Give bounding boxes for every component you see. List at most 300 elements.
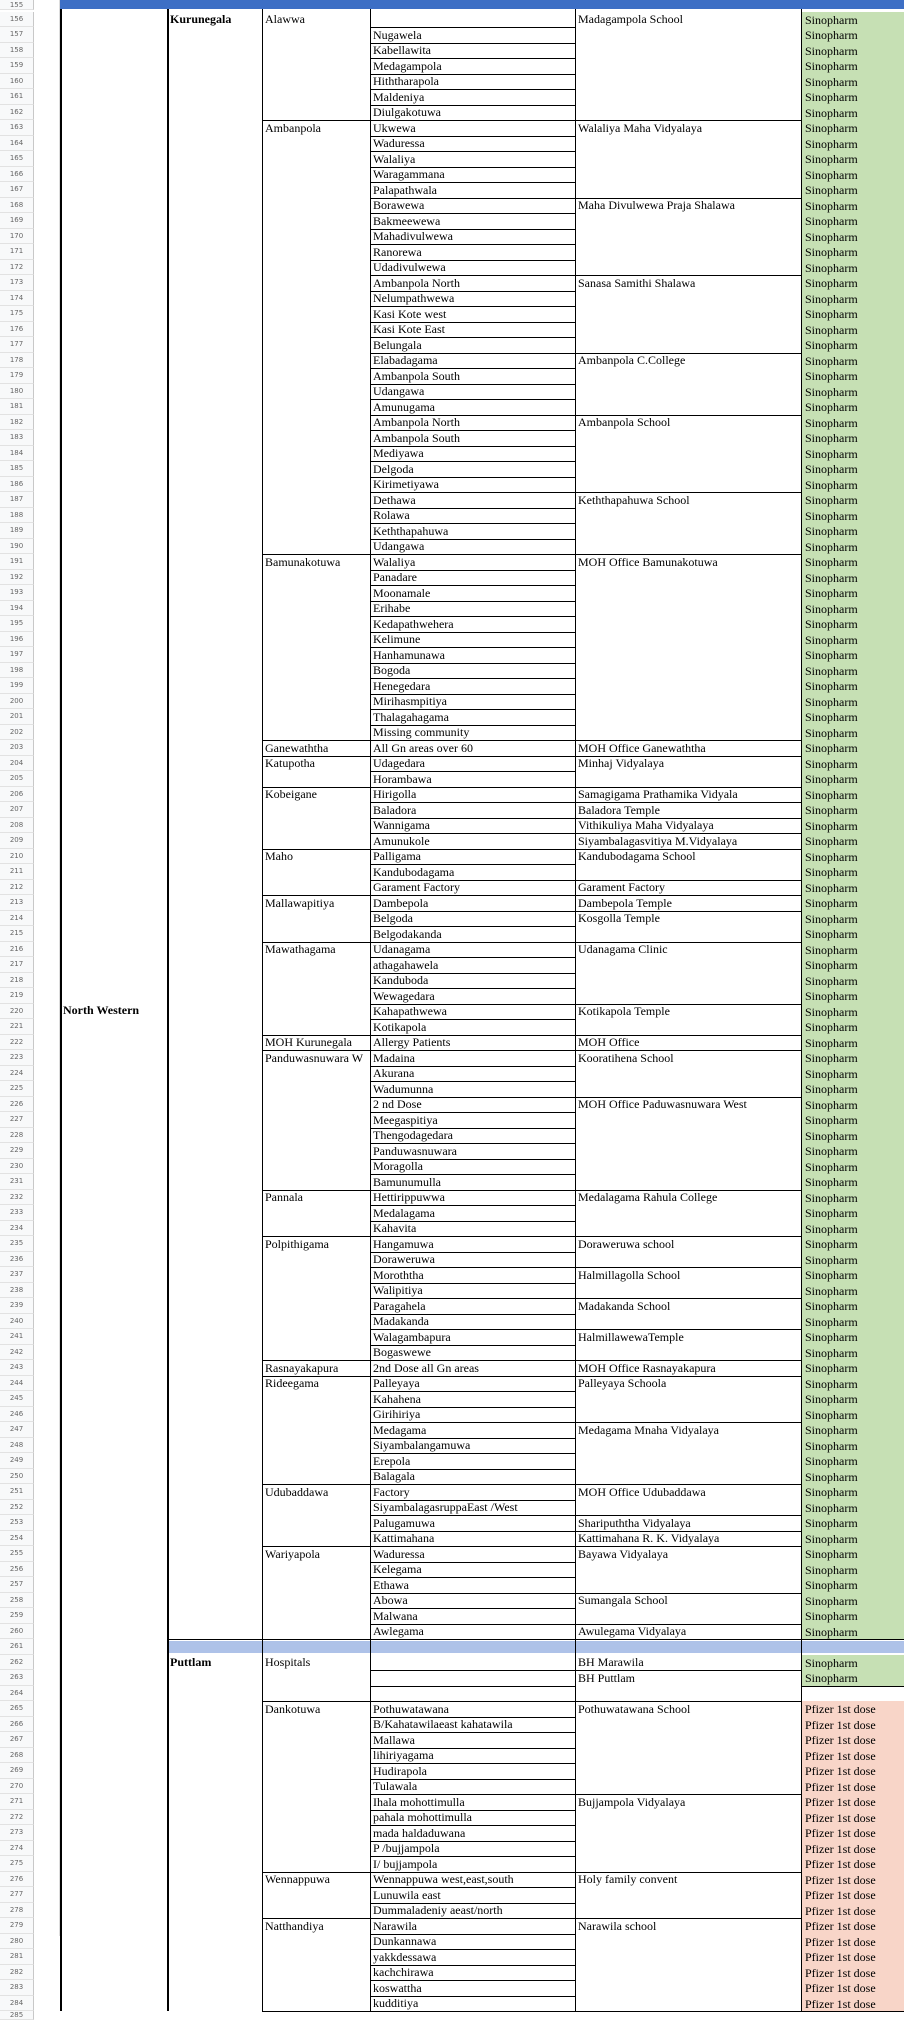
gn-division-cell[interactable]: Henegedara	[373, 678, 431, 693]
vaccine-cell[interactable]: Sinopharm	[802, 1190, 904, 1206]
gn-division-cell[interactable]: Palligama	[373, 849, 421, 863]
vaccine-cell[interactable]: Pfizer 1st dose	[802, 1732, 904, 1748]
gn-division-cell[interactable]: Kedapathwehera	[373, 616, 454, 631]
vaccine-cell[interactable]: Sinopharm	[802, 244, 904, 260]
vaccine-cell[interactable]: Sinopharm	[802, 43, 904, 59]
vaccine-cell[interactable]: Sinopharm	[802, 1205, 904, 1221]
gn-division-cell[interactable]: Medalagama	[373, 1205, 435, 1220]
vaccine-cell[interactable]: Sinopharm	[802, 926, 904, 942]
gn-division-cell[interactable]: Kelegama	[373, 1562, 422, 1576]
moh-area-cell[interactable]: Ganewaththa	[265, 740, 329, 755]
vaccination-site-cell[interactable]: Samagigama Prathamika Vidyala	[578, 787, 738, 801]
gn-division-cell[interactable]: Erihabe	[373, 601, 411, 615]
vaccine-cell[interactable]: Sinopharm	[802, 260, 904, 276]
gn-division-cell[interactable]: Palleyaya	[373, 1376, 420, 1390]
gn-division-cell[interactable]: Malwana	[373, 1608, 418, 1623]
moh-area-cell[interactable]: Mawathagama	[265, 942, 336, 956]
gn-division-cell[interactable]: All Gn areas over 60	[373, 740, 473, 755]
vaccine-cell[interactable]: Sinopharm	[802, 1376, 904, 1392]
vaccine-cell[interactable]: Pfizer 1st dose	[802, 1701, 904, 1717]
vaccine-cell[interactable]: Sinopharm	[802, 229, 904, 245]
vaccine-cell[interactable]: Sinopharm	[802, 1670, 904, 1686]
vaccine-cell[interactable]: Sinopharm	[802, 12, 904, 28]
vaccine-cell[interactable]: Sinopharm	[802, 570, 904, 586]
gn-division-cell[interactable]: Tulawala	[373, 1779, 418, 1793]
vaccine-cell[interactable]: Sinopharm	[802, 694, 904, 710]
vaccine-cell[interactable]: Sinopharm	[802, 1267, 904, 1283]
gn-division-cell[interactable]: Ambanpola North	[373, 275, 460, 290]
gn-division-cell[interactable]: athagahawela	[373, 957, 439, 972]
gn-division-cell[interactable]: Maldeniya	[373, 89, 425, 104]
vaccine-cell[interactable]: Sinopharm	[802, 1624, 904, 1640]
gn-division-cell[interactable]: Factory	[373, 1484, 410, 1499]
moh-area-cell[interactable]: Wariyapola	[265, 1546, 321, 1561]
vaccination-site-cell[interactable]: Kattimahana R. K. Vidyalaya	[578, 1531, 720, 1545]
vaccine-cell[interactable]: Sinopharm	[802, 105, 904, 121]
vaccine-cell[interactable]: Sinopharm	[802, 1469, 904, 1485]
gn-division-cell[interactable]: Madakanda	[373, 1314, 429, 1328]
gn-division-cell[interactable]: Akurana	[373, 1066, 415, 1080]
gn-division-cell[interactable]: Udagedara	[373, 756, 425, 770]
gn-division-cell[interactable]: Paragahela	[373, 1298, 426, 1313]
vaccine-cell[interactable]: Sinopharm	[802, 275, 904, 291]
vaccine-cell[interactable]: Sinopharm	[802, 399, 904, 415]
gn-division-cell[interactable]: Baladora	[373, 802, 417, 817]
moh-area-cell[interactable]: MOH Kurunegala	[265, 1035, 352, 1049]
gn-division-cell[interactable]: Waragammana	[373, 167, 445, 181]
gn-division-cell[interactable]: Ihala mohottimulla	[373, 1794, 465, 1809]
vaccine-cell[interactable]: Pfizer 1st dose	[802, 1794, 904, 1810]
gn-division-cell[interactable]: Abowa	[373, 1593, 408, 1607]
vaccine-cell[interactable]: Sinopharm	[802, 539, 904, 555]
vaccine-cell[interactable]: Sinopharm	[802, 1112, 904, 1128]
gn-division-cell[interactable]: Kahapathwewa	[373, 1004, 447, 1018]
vaccine-cell[interactable]: Pfizer 1st dose	[802, 1779, 904, 1795]
vaccination-site-cell[interactable]: BH Marawila	[578, 1655, 644, 1669]
vaccination-site-cell[interactable]: Bayawa Vidyalaya	[578, 1546, 669, 1561]
gn-division-cell[interactable]: Missing community	[373, 725, 470, 739]
vaccine-cell[interactable]: Pfizer 1st dose	[802, 1841, 904, 1857]
vaccine-cell[interactable]: Sinopharm	[802, 725, 904, 741]
district-cell[interactable]: Kurunegala	[170, 12, 232, 26]
vaccination-site-cell[interactable]: MOH Office Paduwasnuwara West	[578, 1097, 747, 1111]
vaccine-cell[interactable]: Pfizer 1st dose	[802, 1856, 904, 1872]
vaccine-cell[interactable]: Sinopharm	[802, 709, 904, 725]
vaccination-site-cell[interactable]: Halmillagolla School	[578, 1267, 681, 1282]
vaccine-cell[interactable]: Sinopharm	[802, 353, 904, 369]
vaccine-cell[interactable]: Sinopharm	[802, 849, 904, 865]
province-cell[interactable]: North Western	[63, 1003, 140, 1018]
vaccine-cell[interactable]: Sinopharm	[802, 880, 904, 896]
vaccination-site-cell[interactable]: Garament Factory	[578, 880, 665, 894]
vaccine-cell[interactable]: Sinopharm	[802, 957, 904, 973]
vaccine-cell[interactable]: Sinopharm	[802, 833, 904, 849]
vaccination-site-cell[interactable]: Palleyaya Schoola	[578, 1376, 667, 1390]
vaccine-cell[interactable]: Sinopharm	[802, 1391, 904, 1407]
vaccine-cell[interactable]: Sinopharm	[802, 322, 904, 338]
vaccine-cell[interactable]: Sinopharm	[802, 1593, 904, 1609]
gn-division-cell[interactable]: 2 nd Dose	[373, 1097, 422, 1111]
vaccine-cell[interactable]: Sinopharm	[802, 182, 904, 198]
vaccine-cell[interactable]: Pfizer 1st dose	[802, 1717, 904, 1733]
vaccination-site-cell[interactable]: MOH Office Udubaddawa	[578, 1484, 706, 1499]
vaccination-site-cell[interactable]: Ambanpola C.College	[578, 353, 686, 367]
moh-area-cell[interactable]: Panduwasnuwara W	[265, 1050, 364, 1065]
moh-area-cell[interactable]: Katupotha	[265, 756, 315, 770]
vaccination-site-cell[interactable]: Sumangala School	[578, 1593, 668, 1607]
vaccine-cell[interactable]: Sinopharm	[802, 1252, 904, 1268]
vaccine-cell[interactable]: Sinopharm	[802, 973, 904, 989]
vaccination-site-cell[interactable]: Narawila school	[578, 1918, 657, 1933]
vaccination-site-cell[interactable]: Ambanpola School	[578, 415, 671, 429]
vaccine-cell[interactable]: Sinopharm	[802, 1546, 904, 1562]
gn-division-cell[interactable]: Wannigama	[373, 818, 431, 832]
gn-division-cell[interactable]: Bogoda	[373, 663, 411, 677]
vaccine-cell[interactable]: Sinopharm	[802, 1035, 904, 1051]
vaccine-cell[interactable]: Sinopharm	[802, 1422, 904, 1438]
vaccination-site-cell[interactable]: MOH Office	[578, 1035, 640, 1049]
vaccine-cell[interactable]: Sinopharm	[802, 430, 904, 446]
gn-division-cell[interactable]: Walaliya	[373, 554, 416, 569]
gn-division-cell[interactable]: Ambanpola South	[373, 430, 460, 445]
vaccine-cell[interactable]: Sinopharm	[802, 477, 904, 493]
moh-area-cell[interactable]: Pannala	[265, 1190, 303, 1204]
gn-division-cell[interactable]: Kasi Kote East	[373, 322, 445, 336]
moh-area-cell[interactable]: Rasnayakapura	[265, 1360, 339, 1375]
gn-division-cell[interactable]: Hanhamunawa	[373, 647, 445, 662]
district-cell[interactable]: Puttlam	[170, 1655, 212, 1669]
vaccine-cell[interactable]: Pfizer 1st dose	[802, 1949, 904, 1965]
vaccine-cell[interactable]: Sinopharm	[802, 678, 904, 694]
gn-division-cell[interactable]: Amunukole	[373, 833, 430, 848]
vaccine-cell[interactable]: Sinopharm	[802, 1097, 904, 1113]
vaccine-cell[interactable]: Sinopharm	[802, 1562, 904, 1578]
gn-division-cell[interactable]: pahala mohottimulla	[373, 1810, 472, 1824]
vaccine-cell[interactable]: Sinopharm	[802, 1484, 904, 1500]
gn-division-cell[interactable]: Allergy Patients	[373, 1035, 451, 1049]
gn-division-cell[interactable]: Mirihasmpitiya	[373, 694, 447, 708]
vaccine-cell[interactable]: Sinopharm	[802, 120, 904, 136]
moh-area-cell[interactable]: Maho	[265, 849, 293, 863]
gn-division-cell[interactable]: Udangawa	[373, 384, 425, 398]
moh-area-cell[interactable]: Alawwa	[265, 12, 305, 26]
gn-division-cell[interactable]: Keththapahuwa	[373, 523, 449, 538]
gn-division-cell[interactable]: Ambanpola South	[373, 368, 460, 383]
gn-division-cell[interactable]: Palugamuwa	[373, 1515, 435, 1530]
moh-area-cell[interactable]: Polpithigama	[265, 1236, 329, 1251]
vaccination-site-cell[interactable]: Minhaj Vidyalaya	[578, 756, 665, 770]
gn-division-cell[interactable]: Belgodakanda	[373, 926, 442, 941]
vaccination-site-cell[interactable]: Dambepola Temple	[578, 895, 672, 910]
vaccination-site-cell[interactable]: Kosgolla Temple	[578, 911, 660, 925]
vaccine-cell[interactable]: Sinopharm	[802, 461, 904, 477]
vaccine-cell[interactable]: Sinopharm	[802, 508, 904, 524]
vaccine-cell[interactable]: Sinopharm	[802, 864, 904, 880]
vaccine-cell[interactable]: Sinopharm	[802, 1236, 904, 1252]
gn-division-cell[interactable]: Kabellawita	[373, 43, 431, 57]
gn-division-cell[interactable]: Siyambalangamuwa	[373, 1438, 471, 1452]
vaccination-site-cell[interactable]: MOH Office Bamunakotuwa	[578, 554, 718, 569]
vaccine-cell[interactable]: Sinopharm	[802, 1128, 904, 1144]
gn-division-cell[interactable]: yakkdessawa	[373, 1949, 437, 1964]
gn-division-cell[interactable]: Dummaladeniy aeast/north	[373, 1903, 503, 1917]
gn-division-cell[interactable]: Mediyawa	[373, 446, 424, 460]
gn-division-cell[interactable]: Nelumpathwewa	[373, 291, 455, 305]
vaccination-site-cell[interactable]: Udanagama Clinic	[578, 942, 668, 956]
vaccine-cell[interactable]: Sinopharm	[802, 1283, 904, 1299]
moh-area-cell[interactable]: Ambanpola	[265, 120, 321, 135]
moh-area-cell[interactable]: Natthandiya	[265, 1918, 324, 1933]
vaccine-cell[interactable]: Sinopharm	[802, 601, 904, 617]
vaccine-cell[interactable]: Sinopharm	[802, 1159, 904, 1175]
gn-division-cell[interactable]: Udadivulwewa	[373, 260, 446, 274]
vaccine-cell[interactable]: Sinopharm	[802, 663, 904, 679]
vaccine-cell[interactable]: Sinopharm	[802, 74, 904, 90]
gn-division-cell[interactable]: Dunkannawa	[373, 1934, 437, 1948]
gn-division-cell[interactable]: Amunugama	[373, 399, 435, 414]
gn-division-cell[interactable]: Kasi Kote west	[373, 306, 447, 321]
gn-division-cell[interactable]: Medagampola	[373, 58, 442, 73]
gn-division-cell[interactable]: Panduwasnuwara	[373, 1143, 457, 1158]
vaccine-cell[interactable]: Sinopharm	[802, 554, 904, 570]
vaccination-site-cell[interactable]: MOH Office Ganewaththa	[578, 740, 706, 755]
vaccination-site-cell[interactable]: Bujjampola Vidyalaya	[578, 1794, 686, 1809]
vaccination-site-cell[interactable]: Medalagama Rahula College	[578, 1190, 718, 1204]
vaccination-site-cell[interactable]: Awulegama Vidyalaya	[578, 1624, 687, 1638]
vaccine-cell[interactable]: Sinopharm	[802, 787, 904, 803]
vaccine-cell[interactable]: Sinopharm	[802, 1608, 904, 1624]
gn-division-cell[interactable]: Ambanpola North	[373, 415, 460, 429]
gn-division-cell[interactable]: Erepola	[373, 1453, 411, 1468]
vaccination-site-cell[interactable]: Madagampola School	[578, 12, 683, 26]
vaccine-cell[interactable]: Sinopharm	[802, 1174, 904, 1190]
vaccine-cell[interactable]: Sinopharm	[802, 818, 904, 834]
vaccine-cell[interactable]: Sinopharm	[802, 136, 904, 152]
gn-division-cell[interactable]: 2nd Dose all Gn areas	[373, 1360, 479, 1375]
vaccine-cell[interactable]: Sinopharm	[802, 368, 904, 384]
vaccination-site-cell[interactable]: Holy family convent	[578, 1872, 678, 1886]
vaccine-cell[interactable]: Sinopharm	[802, 1360, 904, 1376]
gn-division-cell[interactable]: Hettirippuwwa	[373, 1190, 445, 1204]
gn-division-cell[interactable]: Girihiriya	[373, 1407, 421, 1421]
gn-division-cell[interactable]: Rolawa	[373, 508, 410, 522]
vaccine-cell[interactable]: Pfizer 1st dose	[802, 1918, 904, 1934]
gn-division-cell[interactable]: Bogaswewe	[373, 1345, 431, 1359]
vaccine-cell[interactable]: Pfizer 1st dose	[802, 1825, 904, 1841]
vaccine-cell[interactable]: Sinopharm	[802, 291, 904, 307]
gn-division-cell[interactable]: P /bujjampola	[373, 1841, 440, 1855]
gn-division-cell[interactable]: Kelimune	[373, 632, 421, 646]
gn-division-cell[interactable]: B/Kahatawilaeast kahatawila	[373, 1717, 513, 1731]
vaccine-cell[interactable]: Sinopharm	[802, 492, 904, 508]
gn-division-cell[interactable]: SiyambalagasruppaEast /West	[373, 1500, 518, 1514]
moh-area-cell[interactable]: Rideegama	[265, 1376, 319, 1390]
vaccine-cell[interactable]: Sinopharm	[802, 756, 904, 772]
gn-division-cell[interactable]: Moragolla	[373, 1159, 423, 1173]
moh-area-cell[interactable]: Hospitals	[265, 1655, 311, 1669]
gn-division-cell[interactable]: Ranorewa	[373, 244, 422, 259]
gn-division-cell[interactable]: Ethawa	[373, 1577, 409, 1592]
vaccine-cell[interactable]: Sinopharm	[802, 1329, 904, 1345]
vaccine-cell[interactable]: Sinopharm	[802, 895, 904, 911]
gn-division-cell[interactable]: Wadumunna	[373, 1081, 434, 1096]
vaccine-cell[interactable]: Sinopharm	[802, 771, 904, 787]
gn-division-cell[interactable]: Waduressa	[373, 1546, 425, 1561]
gn-division-cell[interactable]: Walagambapura	[373, 1329, 451, 1344]
gn-division-cell[interactable]: Bakmeewewa	[373, 213, 441, 228]
vaccination-site-cell[interactable]: Keththapahuwa School	[578, 492, 690, 507]
vaccine-cell[interactable]: Pfizer 1st dose	[802, 1887, 904, 1903]
vaccination-site-cell[interactable]: Baladora Temple	[578, 802, 660, 817]
moh-area-cell[interactable]: Mallawapitiya	[265, 895, 335, 910]
gn-division-cell[interactable]: Lunuwila east	[373, 1887, 441, 1902]
gn-division-cell[interactable]: Elabadagama	[373, 353, 438, 367]
gn-division-cell[interactable]: Diulgakotuwa	[373, 105, 441, 119]
gn-division-cell[interactable]: Meegaspitiya	[373, 1112, 438, 1127]
vaccine-cell[interactable]: Sinopharm	[802, 632, 904, 648]
vaccine-cell[interactable]: Sinopharm	[802, 1577, 904, 1593]
vaccine-cell[interactable]: Sinopharm	[802, 988, 904, 1004]
gn-division-cell[interactable]: Thalagahagama	[373, 709, 449, 724]
gn-division-cell[interactable]: Belungala	[373, 337, 422, 352]
gn-division-cell[interactable]: Pothuwatawana	[373, 1701, 449, 1716]
gn-division-cell[interactable]: Kattimahana	[373, 1531, 435, 1545]
gn-division-cell[interactable]: Dambepola	[373, 895, 429, 910]
gn-division-cell[interactable]: Wennappuwa west,east,south	[373, 1872, 514, 1886]
gn-division-cell[interactable]: Hirigolla	[373, 787, 417, 801]
vaccine-cell[interactable]: Sinopharm	[802, 1314, 904, 1330]
vaccine-cell[interactable]: Sinopharm	[802, 415, 904, 431]
gn-division-cell[interactable]: lihiriyagama	[373, 1748, 434, 1762]
vaccine-cell[interactable]: Sinopharm	[802, 306, 904, 322]
vaccine-cell[interactable]: Sinopharm	[802, 446, 904, 462]
vaccine-cell[interactable]: Sinopharm	[802, 1050, 904, 1066]
gn-division-cell[interactable]: Belgoda	[373, 911, 413, 925]
gn-division-cell[interactable]: Wewagedara	[373, 988, 435, 1003]
gn-division-cell[interactable]: Delgoda	[373, 461, 414, 476]
vaccination-site-cell[interactable]: Madakanda School	[578, 1298, 671, 1313]
vaccination-site-cell[interactable]: Maha Divulwewa Praja Shalawa	[578, 198, 735, 212]
vaccine-cell[interactable]: Pfizer 1st dose	[802, 1872, 904, 1888]
gn-division-cell[interactable]: Madaina	[373, 1050, 415, 1065]
vaccine-cell[interactable]: Sinopharm	[802, 151, 904, 167]
gn-division-cell[interactable]: Mallawa	[373, 1732, 415, 1747]
moh-area-cell[interactable]: Wennappuwa	[265, 1872, 331, 1886]
vaccine-cell[interactable]: Sinopharm	[802, 384, 904, 400]
vaccine-cell[interactable]: Sinopharm	[802, 89, 904, 105]
gn-division-cell[interactable]: Medagama	[373, 1422, 427, 1437]
gn-division-cell[interactable]: Ukwewa	[373, 120, 416, 135]
vaccination-site-cell[interactable]: Walaliya Maha Vidyalaya	[578, 120, 703, 135]
vaccine-cell[interactable]: Sinopharm	[802, 1438, 904, 1454]
vaccine-cell[interactable]: Sinopharm	[802, 647, 904, 663]
vaccination-site-cell[interactable]: BH Puttlam	[578, 1670, 636, 1685]
gn-division-cell[interactable]: Kahahena	[373, 1391, 421, 1406]
vaccine-cell[interactable]: Sinopharm	[802, 1298, 904, 1314]
vaccination-site-cell[interactable]: Siyambalagasvitiya M.Vidyalaya	[578, 833, 738, 848]
vaccination-site-cell[interactable]: MOH Office Rasnayakapura	[578, 1360, 716, 1375]
vaccine-cell[interactable]: Pfizer 1st dose	[802, 1763, 904, 1779]
gn-division-cell[interactable]: kachchirawa	[373, 1965, 434, 1979]
vaccine-cell[interactable]: Sinopharm	[802, 911, 904, 927]
moh-area-cell[interactable]: Bamunakotuwa	[265, 554, 341, 569]
vaccine-cell[interactable]: Sinopharm	[802, 1655, 904, 1671]
gn-division-cell[interactable]: Borawewa	[373, 198, 425, 212]
vaccination-site-cell[interactable]: Vithikuliya Maha Vidyalaya	[578, 818, 714, 832]
vaccine-cell[interactable]: Sinopharm	[802, 1066, 904, 1082]
gn-division-cell[interactable]: Udanagama	[373, 942, 431, 956]
vaccine-cell[interactable]: Pfizer 1st dose	[802, 1810, 904, 1826]
vaccination-site-cell[interactable]: Pothuwatawana School	[578, 1701, 691, 1716]
vaccine-cell[interactable]: Sinopharm	[802, 1515, 904, 1531]
vaccine-cell[interactable]: Sinopharm	[802, 213, 904, 229]
vaccine-cell[interactable]: Sinopharm	[802, 942, 904, 958]
vaccination-site-cell[interactable]: Kandubodagama School	[578, 849, 696, 863]
gn-division-cell[interactable]: Udangawa	[373, 539, 425, 553]
vaccine-cell[interactable]: Sinopharm	[802, 1407, 904, 1423]
vaccine-cell[interactable]: Pfizer 1st dose	[802, 1996, 904, 2012]
vaccine-cell[interactable]: Sinopharm	[802, 1345, 904, 1361]
gn-division-cell[interactable]: Kandubodagama	[373, 864, 455, 879]
vaccine-cell[interactable]: Sinopharm	[802, 1500, 904, 1516]
gn-division-cell[interactable]: Horambawa	[373, 771, 432, 786]
vaccination-site-cell[interactable]: HalmillawewaTemple	[578, 1329, 684, 1344]
gn-division-cell[interactable]: Garament Factory	[373, 880, 460, 894]
vaccine-cell[interactable]: Sinopharm	[802, 167, 904, 183]
gn-division-cell[interactable]: Dethawa	[373, 492, 416, 507]
vaccine-cell[interactable]: Sinopharm	[802, 1221, 904, 1237]
vaccination-site-cell[interactable]: Medagama Mnaha Vidyalaya	[578, 1422, 720, 1437]
vaccine-cell[interactable]: Sinopharm	[802, 58, 904, 74]
vaccine-cell[interactable]: Sinopharm	[802, 1019, 904, 1035]
vaccine-cell[interactable]: Sinopharm	[802, 1453, 904, 1469]
gn-division-cell[interactable]: Nugawela	[373, 27, 422, 42]
gn-division-cell[interactable]: Kahavita	[373, 1221, 417, 1235]
vaccination-site-cell[interactable]: Sharipuththa Vidyalaya	[578, 1515, 691, 1530]
gn-division-cell[interactable]: Thengodagedara	[373, 1128, 453, 1142]
gn-division-cell[interactable]: Doraweruwa	[373, 1252, 435, 1266]
vaccine-cell[interactable]: Sinopharm	[802, 27, 904, 43]
vaccine-cell[interactable]: Pfizer 1st dose	[802, 1934, 904, 1950]
moh-area-cell[interactable]: Udubaddawa	[265, 1484, 329, 1499]
gn-division-cell[interactable]: kudditiya	[373, 1996, 419, 2010]
gn-division-cell[interactable]: Mahadivulwewa	[373, 229, 453, 243]
moh-area-cell[interactable]: Kobeigane	[265, 787, 317, 801]
gn-division-cell[interactable]: Awlegama	[373, 1624, 424, 1638]
gn-division-cell[interactable]: Kanduboda	[373, 973, 429, 987]
gn-division-cell[interactable]: Moroththa	[373, 1267, 424, 1282]
vaccination-site-cell[interactable]: Kooratihena School	[578, 1050, 674, 1065]
vaccine-cell[interactable]: Sinopharm	[802, 1004, 904, 1020]
gn-division-cell[interactable]: Palapathwala	[373, 182, 437, 197]
gn-division-cell[interactable]: Kirimetiyawa	[373, 477, 439, 491]
gn-division-cell[interactable]: Narawila	[373, 1918, 417, 1933]
gn-division-cell[interactable]: mada haldaduwana	[373, 1825, 466, 1840]
vaccine-cell[interactable]: Sinopharm	[802, 1143, 904, 1159]
gn-division-cell[interactable]: Moonamale	[373, 585, 431, 600]
vaccine-cell[interactable]: Sinopharm	[802, 616, 904, 632]
gn-division-cell[interactable]: I/ bujjampola	[373, 1856, 438, 1871]
moh-area-cell[interactable]: Dankotuwa	[265, 1701, 321, 1716]
vaccination-site-cell[interactable]: Kotikapola Temple	[578, 1004, 670, 1018]
gn-division-cell[interactable]: Hangamuwa	[373, 1236, 434, 1251]
gn-division-cell[interactable]: Walaliya	[373, 151, 416, 166]
vaccine-cell[interactable]: Pfizer 1st dose	[802, 1903, 904, 1919]
vaccination-site-cell[interactable]: Doraweruwa school	[578, 1236, 675, 1251]
gn-division-cell[interactable]: Hudirapola	[373, 1763, 427, 1778]
gn-division-cell[interactable]: koswattha	[373, 1980, 422, 1995]
vaccine-cell[interactable]: Sinopharm	[802, 585, 904, 601]
